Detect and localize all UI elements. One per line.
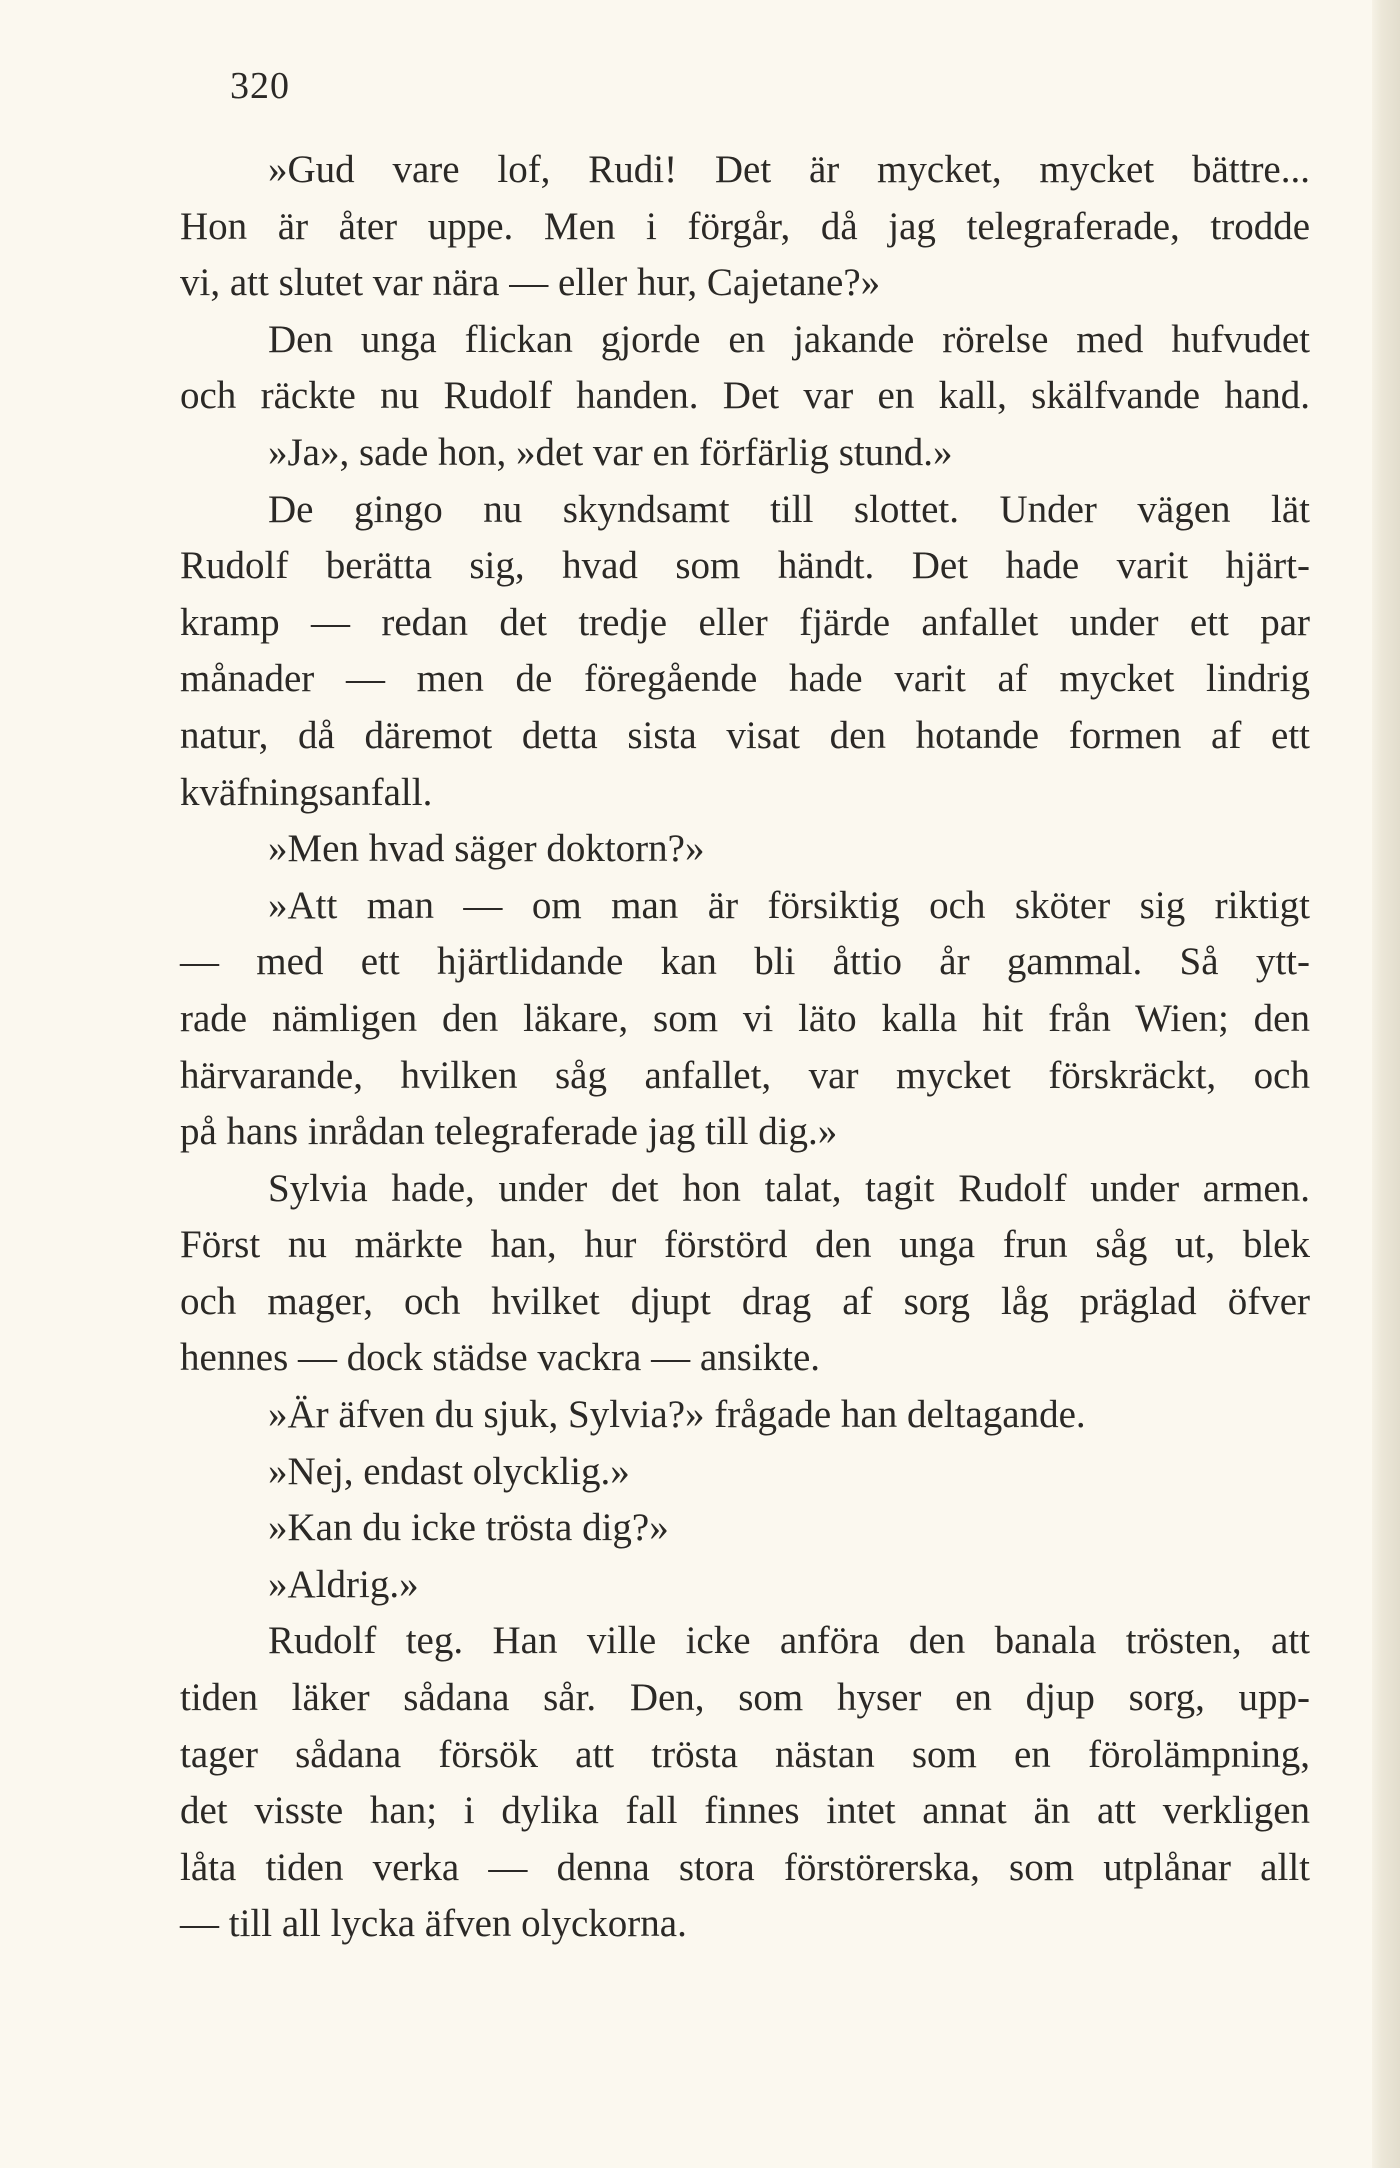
text-line: rade nämligen den läkare, som vi läto kalla hit från Wien; den [180, 996, 1310, 1040]
text-line: månader — men de föregående hade varit af mycket lindrig [180, 657, 1310, 701]
text-line: — med ett hjärtlidande kan bli åttio år gammal. Så ytt- [180, 940, 1310, 984]
text-line: natur, då däremot detta sista visat den hotande formen af ett [180, 713, 1310, 757]
text-line: kramp — redan det tredje eller fjärde anfallet under ett par [180, 600, 1310, 644]
text-line: på hans inrådan telegraferade jag till dig.» [180, 1110, 838, 1154]
text-line: »Att man — om man är försiktig och sköter sig riktigt [268, 883, 1310, 927]
text-line: »Nej, endast olycklig.» [268, 1449, 630, 1493]
text-line: tager sådana försök att trösta nästan som en förolämpning, [180, 1732, 1310, 1776]
text-line: och räckte nu Rudolf handen. Det var en kall, skälfvande hand. [180, 374, 1310, 418]
text-line: De gingo nu skyndsamt till slottet. Under vägen lät [268, 487, 1310, 531]
text-line: — till all lycka äfven olyckorna. [180, 1902, 687, 1946]
text-line: Först nu märkte han, hur förstörd den unga frun såg ut, blek [180, 1223, 1310, 1267]
page-edge [1372, 0, 1400, 2168]
text-line: det visste han; i dylika fall finnes intet annat än att verkligen [180, 1789, 1310, 1833]
text-line: Rudolf teg. Han ville icke anföra den banala trösten, att [268, 1619, 1310, 1663]
text-line: tiden läker sådana sår. Den, som hyser en djup sorg, upp- [180, 1676, 1310, 1720]
text-line: låta tiden verka — denna stora förstörerska, som utplånar allt [180, 1845, 1310, 1889]
text-line: »Är äfven du sjuk, Sylvia?» frågade han deltagande. [268, 1393, 1086, 1437]
text-line: hennes — dock städse vackra — ansikte. [180, 1336, 821, 1380]
text-line: »Gud vare lof, Rudi! Det är mycket, mycket bättre... [268, 148, 1310, 191]
text-line: »Kan du icke trösta dig?» [268, 1506, 669, 1550]
text-line: »Ja», sade hon, »det var en förfärlig stund.» [268, 430, 953, 474]
text-line: kväfningsanfall. [180, 770, 433, 814]
body-text [180, 142, 1310, 1953]
text-line: »Aldrig.» [268, 1562, 419, 1606]
text-line: Rudolf berätta sig, hvad som händt. Det hade varit hjärt- [180, 544, 1310, 588]
text-line: »Men hvad säger doktorn?» [268, 827, 705, 871]
text-line: härvarande, hvilken såg anfallet, var mycket förskräckt, och [180, 1053, 1310, 1097]
text-line: Hon är åter uppe. Men i förgår, då jag telegraferade, trodde [180, 204, 1310, 248]
text-line: vi, att slutet var nära — eller hur, Cajetane?» [180, 261, 881, 305]
text-line: Den unga flickan gjorde en jakande rörelse med hufvudet [268, 317, 1310, 361]
page-number: 320 [230, 65, 290, 107]
text-line: och mager, och hvilket djupt drag af sorg låg präglad öfver [180, 1279, 1310, 1323]
text-line: Sylvia hade, under det hon talat, tagit Rudolf under armen. [268, 1166, 1310, 1210]
